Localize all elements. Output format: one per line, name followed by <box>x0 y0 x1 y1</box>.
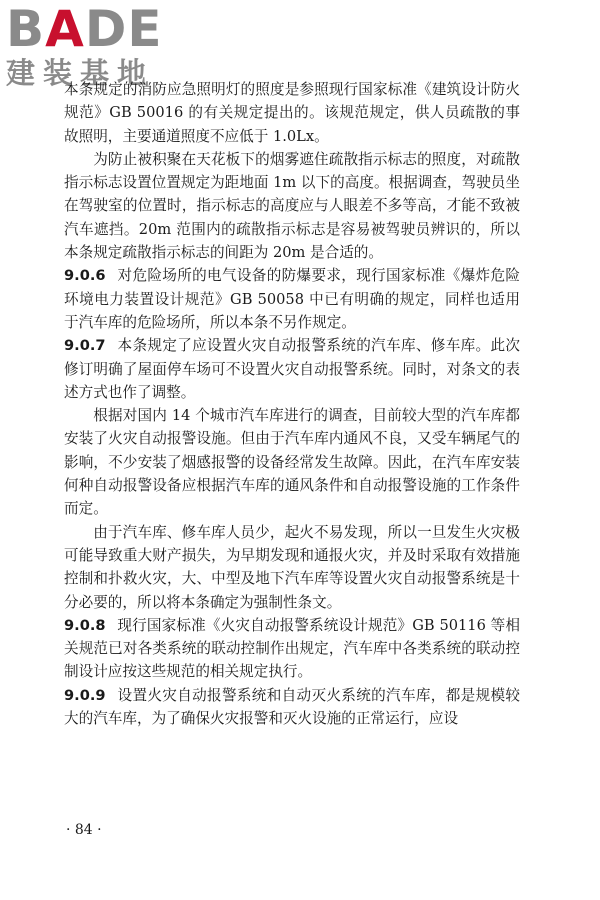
paragraph-p4 <box>64 334 520 404</box>
logo-wordmark: BADE <box>6 0 163 58</box>
paragraph-text: 本条规定了应设置火灾自动报警系统的汽车库、修车库。此次修订明确了屋面停车场可不设置火灾自动报警系统。同时，对条文的表述方式也作了调整。 <box>64 337 520 401</box>
paragraph-p1 <box>64 78 520 148</box>
paragraph-text: 设置火灾自动报警系统和自动灭火系统的汽车库，都是规模较大的汽车库，为了确保火灾报警和灭火设施的正常运行，应设 <box>64 686 520 728</box>
paragraph-text: 为防止被积聚在天花板下的烟雾遮住疏散指示标志的照度，对疏散指示标志设置位置规定为距地面 1m 以下的高度。根据调查，驾驶员坐在驾驶室的位置时，指示标志的高度应与人眼差不多等高，才能不致被汽车遮挡。20m 范围内的疏散指示标志是容易被驾驶员辨识的，所以本条规定疏散指示标志的间距为 20m 是合适的。 <box>64 150 520 262</box>
paragraph-p3 <box>64 264 520 334</box>
page-number: · 84 · <box>66 822 102 838</box>
paragraph-text: 对危险场所的电气设备的防爆要求，现行国家标准《爆炸危险环境电力装置设计规范》GB 50058 中已有明确的规定，同样也适用于汽车库的危险场所，所以本条不另作规定。 <box>64 267 520 331</box>
paragraph-text: 根据对国内 14 个城市汽车库进行的调查，目前较大型的汽车库都安装了火灾自动报警设施。但由于汽车库内通风不良，又受车辆尾气的影响，不少安装了烟感报警的设备经常发生故障。因此，在汽车库安装何种自动报警设备应根据汽车库的通风条件和自动报警设施的工作条件而定。 <box>64 407 520 518</box>
paragraph-text: 现行国家标准《火灾自动报警系统设计规范》GB 50116 等相关规范已对各类系统的联动控制作出规定，汽车库中各类系统的联动控制设计应按这些规范的相关规定执行。 <box>64 616 520 681</box>
logo-subtitle: 建装基地 <box>6 56 155 90</box>
paragraph-p6 <box>64 521 520 614</box>
section-number: 9.0.8 <box>64 616 106 634</box>
paragraph-p8 <box>64 684 520 731</box>
section-number: 9.0.7 <box>64 337 106 355</box>
paragraph-text: 本条规定的消防应急照明灯的照度是参照现行国家标准《建筑设计防火规范》GB 50016 的有关规定提出的。该规范规定，供人员疏散的事故照明，主要通道照度不应低于 1.0Lx。 <box>64 81 520 145</box>
paragraph-p7 <box>64 614 520 684</box>
paragraph-text: 由于汽车库、修车库人员少，起火不易发现，所以一旦发生火灾极可能导致重大财产损失，为早期发现和通报火灾，并及时采取有效措施控制和扑救火灾，大、中型及地下汽车库等设置火灾自动报警系统是十分必要的，所以将本条确定为强制性条文。 <box>64 523 520 611</box>
section-number: 9.0.9 <box>64 686 106 704</box>
paragraph-p5 <box>64 404 520 520</box>
paragraph-p2 <box>64 148 520 264</box>
document-body <box>64 78 520 730</box>
section-number: 9.0.6 <box>64 267 106 285</box>
